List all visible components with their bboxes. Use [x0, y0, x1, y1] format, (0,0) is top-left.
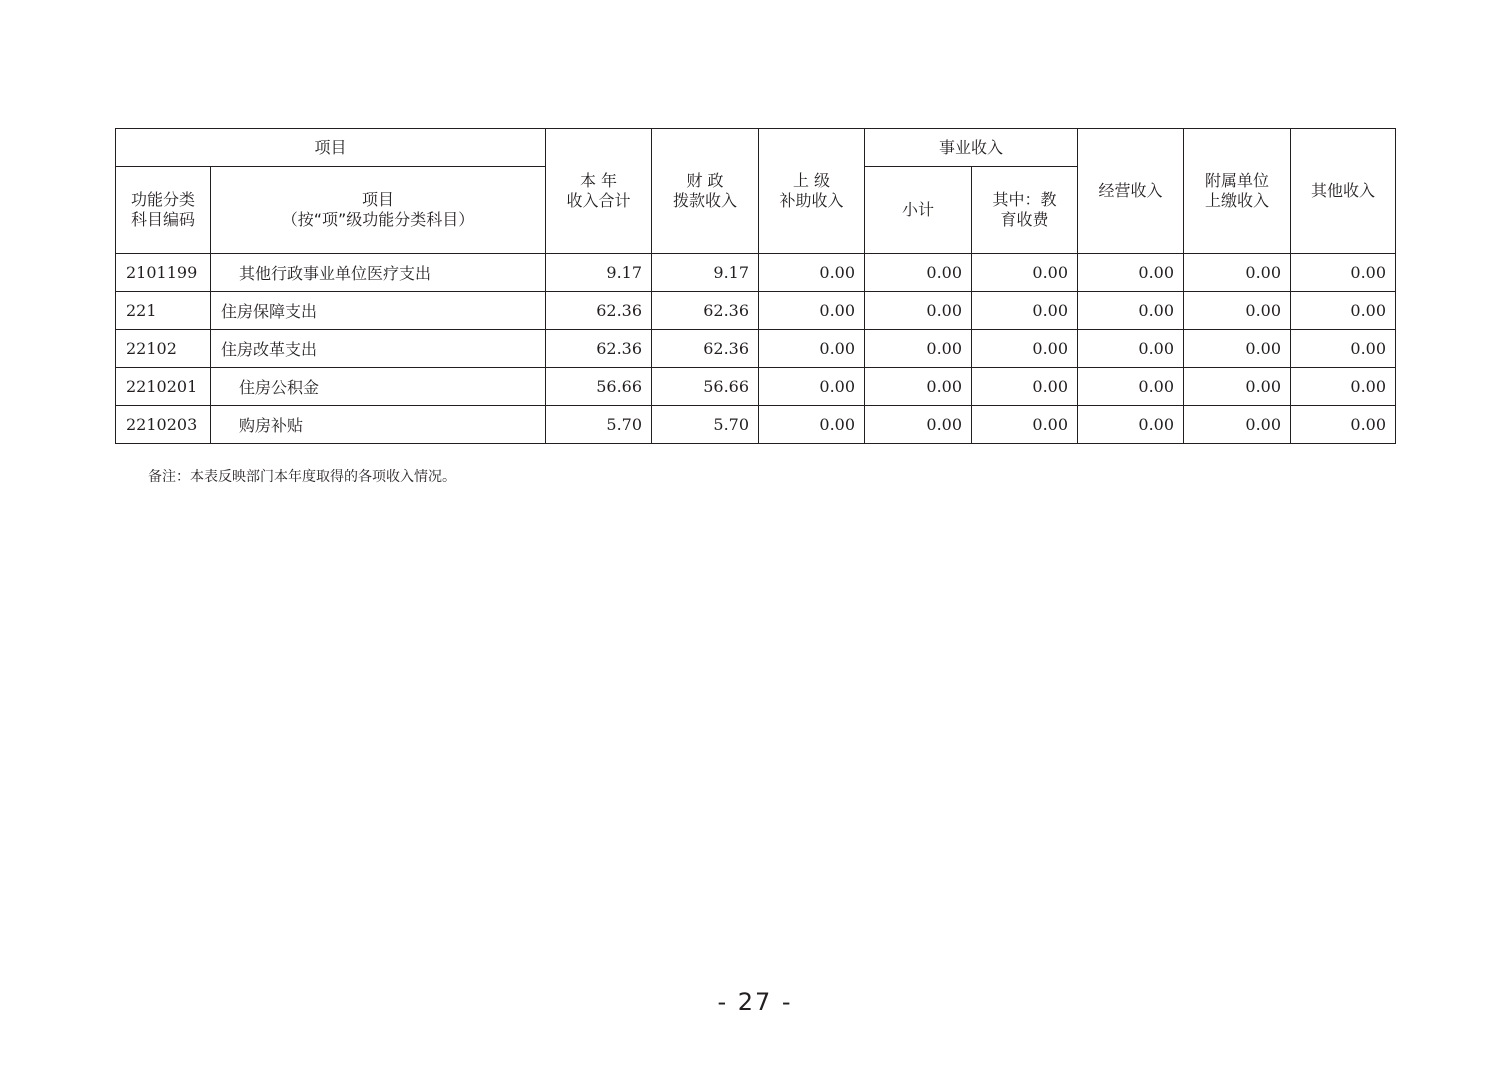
- row-total: 62.36: [546, 330, 652, 368]
- row-superior: 0.00: [759, 368, 865, 406]
- row-edu: 0.00: [972, 254, 1078, 292]
- header-superior-line2: 补助收入: [779, 191, 844, 210]
- row-edu: 0.00: [972, 368, 1078, 406]
- row-superior: 0.00: [759, 254, 865, 292]
- row-superior: 0.00: [759, 330, 865, 368]
- row-fiscal: 9.17: [652, 254, 759, 292]
- header-superior: [759, 129, 865, 254]
- header-code-line1: 功能分类: [130, 190, 195, 209]
- row-name: 住房公积金: [211, 368, 546, 406]
- header-name: [211, 167, 546, 254]
- row-other: 0.00: [1291, 330, 1396, 368]
- row-total: 56.66: [546, 368, 652, 406]
- header-edu-line1: 其中：教: [992, 190, 1057, 209]
- table-row: [116, 254, 1396, 292]
- row-total: 62.36: [546, 292, 652, 330]
- row-other: 0.00: [1291, 254, 1396, 292]
- row-subtotal: 0.00: [865, 368, 972, 406]
- header-subtotal: 小计: [865, 167, 972, 254]
- table-header: [116, 129, 1396, 254]
- row-name: 购房补贴: [211, 406, 546, 444]
- header-affiliated-line1: 附属单位: [1205, 171, 1270, 190]
- row-name: 住房保障支出: [211, 292, 546, 330]
- row-subtotal: 0.00: [865, 254, 972, 292]
- row-operating: 0.00: [1078, 406, 1184, 444]
- header-total: [546, 129, 652, 254]
- row-operating: 0.00: [1078, 254, 1184, 292]
- header-fiscal: [652, 129, 759, 254]
- row-code: 22102: [116, 330, 211, 368]
- row-superior: 0.00: [759, 292, 865, 330]
- row-other: 0.00: [1291, 368, 1396, 406]
- header-business-group: 事业收入: [865, 129, 1078, 167]
- header-affiliated: [1184, 129, 1291, 254]
- row-subtotal: 0.00: [865, 292, 972, 330]
- row-subtotal: 0.00: [865, 330, 972, 368]
- row-edu: 0.00: [972, 406, 1078, 444]
- header-edu: [972, 167, 1078, 254]
- table-body: [116, 254, 1396, 444]
- header-edu-line2: 育收费: [1000, 210, 1049, 229]
- row-affiliated: 0.00: [1184, 330, 1291, 368]
- table-note: 备注：本表反映部门本年度取得的各项收入情况。: [148, 469, 456, 485]
- row-code: 2210201: [116, 368, 211, 406]
- row-other: 0.00: [1291, 406, 1396, 444]
- row-subtotal: 0.00: [865, 406, 972, 444]
- row-affiliated: 0.00: [1184, 368, 1291, 406]
- header-name-line1: 项目: [362, 190, 395, 209]
- header-item-group: 项目: [116, 129, 546, 167]
- header-fiscal-line1: 财 政: [686, 171, 724, 190]
- row-code: 2210203: [116, 406, 211, 444]
- row-operating: 0.00: [1078, 292, 1184, 330]
- header-code-line2: 科目编码: [130, 210, 195, 229]
- header-code: [116, 167, 211, 254]
- header-fiscal-line2: 拨款收入: [673, 191, 738, 210]
- row-fiscal: 5.70: [652, 406, 759, 444]
- row-affiliated: 0.00: [1184, 254, 1291, 292]
- page-number: - 27 -: [717, 988, 793, 1016]
- row-other: 0.00: [1291, 292, 1396, 330]
- row-name: 其他行政事业单位医疗支出: [211, 254, 546, 292]
- table-row: [116, 330, 1396, 368]
- row-code: 2101199: [116, 254, 211, 292]
- row-edu: 0.00: [972, 292, 1078, 330]
- table-row: [116, 292, 1396, 330]
- table-row: [116, 368, 1396, 406]
- income-table-container: [115, 128, 1395, 444]
- header-total-line2: 收入合计: [566, 191, 631, 210]
- header-other: 其他收入: [1291, 129, 1396, 254]
- header-affiliated-line2: 上缴收入: [1205, 191, 1270, 210]
- table-row: [116, 406, 1396, 444]
- row-operating: 0.00: [1078, 368, 1184, 406]
- row-operating: 0.00: [1078, 330, 1184, 368]
- row-edu: 0.00: [972, 330, 1078, 368]
- row-affiliated: 0.00: [1184, 406, 1291, 444]
- row-superior: 0.00: [759, 406, 865, 444]
- row-total: 9.17: [546, 254, 652, 292]
- header-operating: 经营收入: [1078, 129, 1184, 254]
- row-fiscal: 62.36: [652, 292, 759, 330]
- row-total: 5.70: [546, 406, 652, 444]
- row-name: 住房改革支出: [211, 330, 546, 368]
- header-name-line2: （按“项”级功能分类科目）: [281, 210, 475, 229]
- row-affiliated: 0.00: [1184, 292, 1291, 330]
- row-fiscal: 56.66: [652, 368, 759, 406]
- header-superior-line1: 上 级: [792, 171, 831, 190]
- row-fiscal: 62.36: [652, 330, 759, 368]
- header-total-line1: 本 年: [579, 171, 618, 190]
- income-table: [115, 128, 1396, 444]
- row-code: 221: [116, 292, 211, 330]
